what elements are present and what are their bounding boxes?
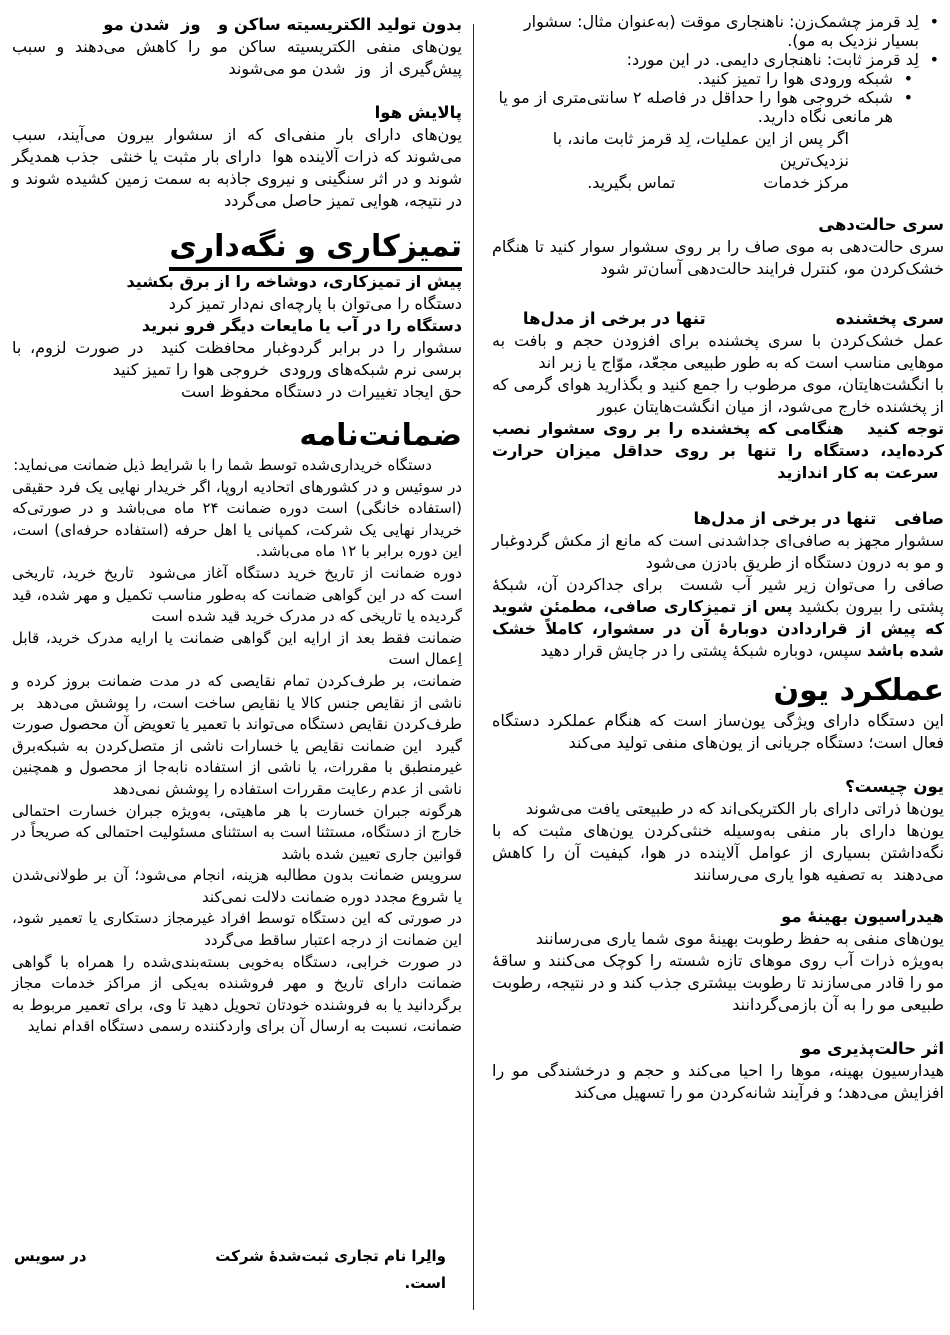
conditioning-title: اثر حالت‌پذیری مو: [800, 1039, 944, 1058]
trademark-text-right: والِرا نام تجاری ثبت‌شدۀ شرکت: [215, 1247, 446, 1265]
outlet-grille-text: شبکه خروجی هوا را حداقل در فاصله ۲ سانتی‌متری از مو یا هر مانعی نگاه دارید.: [498, 88, 893, 126]
what-is-ion-body1: یون‌ها ذراتی دارای بار الکتریکی‌اند که در طبیعتی یافت می‌شوند: [525, 799, 944, 818]
hydration-body2: به‌ویژه ذرات آب روی موهای تازه شسته را کوچک می‌کنند و ساقۀ مو را قادر می‌سازند تا رطوبت بیشتری جذب کند و در نتیجه، رطوبت طبیعی مو را به آن بازمی‌گردانند: [492, 951, 944, 1014]
antistatic-title: بدون تولید الکتریسیته ساکن و وز شدن مو: [103, 15, 462, 34]
hydration-body1: یون‌های منفی به حفظ رطوبت بهینۀ موی شما یاری می‌رسانند: [535, 929, 944, 948]
led-blinking-text: لِد قرمز چشمک‌زن: ناهنجاری موقت (به‌عنوان مثال: سشوار بسیار نزدیک به مو).: [523, 12, 919, 50]
led-steady-text: لِد قرمز ثابت: ناهنجاری دایمی. در این مورد:: [626, 50, 919, 69]
cleaning-line1: دستگاه را می‌توان با پارچه‌ای نم‌دار تمیز کرد: [168, 294, 462, 313]
warranty-paragraph: در صورت خرابی، دستگاه به‌خوبی بسته‌بندی‌شده را همراه با گواهی ضمانت دارای تاریخ و مهر فروشنده به‌یکی از مراکز خدمات مجاز برگردانید یا به فروشنده خودتان تحویل دهید تا وی، برای تعمیر مربوط به ضمانت، نسبت به ارسال آن برای واردکننده رسمی دستگاه اقدام نماید: [12, 952, 462, 1036]
service-note-line2-end: تماس بگیرید.: [587, 173, 676, 192]
led-steady-item: [492, 50, 944, 69]
what-is-ion-title: یون چیست؟: [845, 777, 944, 796]
cleaning-warning2: دستگاه را در آب یا مایعات دیگر فرو نبرید: [141, 316, 462, 335]
outlet-grille-item: [492, 88, 918, 126]
column-right: [492, 12, 944, 1104]
column-divider-line: [473, 24, 474, 1310]
filter-body2: [492, 574, 944, 662]
filter-body3-text: سپس، دوباره شبکۀ پشتی را در جایش قرار دهید: [540, 641, 862, 660]
warranty-paragraph: سرویس ضمانت بدون مطالبه هزینه، انجام می‌شود؛ آن بر طولانی‌شدن یا شروع مجدد دوره ضمانت دلالت نمی‌کند: [12, 866, 462, 906]
service-center-note: [492, 128, 849, 194]
cleaning-title: [12, 228, 462, 271]
cleaning-line2: سشوار را در برابر گردوغبار محافظت کنید در صورت لزوم، با برسی نرم شبکه‌های ورودی خروجی هوا را تمیز کنید: [12, 338, 462, 379]
ion-function-title: عملکرد یون: [773, 673, 944, 708]
trademark-text-left: در سویس: [14, 1247, 87, 1265]
service-note-line2-start: مرکز خدمات: [763, 173, 849, 192]
column-left: [12, 14, 462, 1038]
warranty-paragraph: دوره ضمانت از تاریخ خرید دستگاه آغاز می‌شود تاریخ خرید، تاریخی است که در این گواهی ضمانت که به‌طور مناسب تکمیل و مهر شده، قید گردیده یا تاریخی که در مدرک خرید قید شده است: [12, 563, 462, 626]
air-purification-body: یون‌های دارای بار منفی‌ای که از سشوار بیرون می‌آیند، سبب می‌شوند که ذرات آلاینده هوا دارای بار مثبت یا خنثی جذب همدیگر شوند و در اثر سنگینی و نیروی جاذبه به سمت زمین کشیده شوند و در نتیجه، هوایی تمیز حاصل می‌گردد: [12, 125, 462, 210]
diffuser-title: [492, 308, 944, 330]
filter-title-note: تنها در برخی از مدل‌ها: [693, 509, 877, 528]
inlet-grille-item: [492, 69, 918, 88]
filter-title: [492, 508, 944, 530]
diffuser-body1: عمل خشک‌کردن با سری پخشنده برای افزودن حجم و بافت به موهایی مناسب است که به طور طبیعی مجعّد، موّاج یا زبر اند: [492, 331, 944, 372]
ion-intro: این دستگاه دارای ویژگی یون‌ساز است که هنگام عملکرد دستگاه فعال است؛ دستگاه جریانی از یون‌های منفی تولید می‌کند: [492, 711, 944, 752]
trademark-line2: است.: [404, 1274, 446, 1292]
air-purification-title: پالایش هوا: [374, 103, 462, 122]
styling-nozzle-title: سری حالت‌دهی: [818, 215, 944, 234]
led-blinking-item: [492, 12, 944, 50]
warranty-paragraph: ضمانت، بر طرف‌کردن تمام نقایصی که در مدت ضمانت بروز کرده و ناشی از نقایص جنس کالا یا نقایص ساخت است، را پوشش می‌دهد بر طرف‌کردن نقایص دستگاه می‌تواند با تعمیر یا تعویض آن محصول صورت گیرد این ضمانت نقایص یا خسارات ناشی از متصل‌کردن به شبکه‌برق غیرمنطبق با مقررات، یا ناشی از استفاده نابه‌جا از محصول و همچنین ناشی از عدم رعایت مقررات استفاده را پوشش نمی‌دهد: [12, 671, 462, 798]
warranty-paragraph: در صورتی که این دستگاه توسط افراد غیرمجاز دستکاری یا تعمیر شود، این ضمانت از درجه اعتبار ساقط می‌گردد: [12, 909, 462, 950]
service-note-line1: اگر پس از این عملیات، لِد قرمز ثابت ماند، با نزدیک‌ترین: [552, 129, 849, 170]
diffuser-title-note: تنها در برخی از مدل‌ها: [522, 309, 706, 328]
warranty-p1-text: دستگاه خریداری‌شده توسط شما را با شرایط ذیل ضمانت می‌نماید:: [13, 456, 432, 474]
conditioning-body: هیدارسیون بهینه، موها را احیا می‌کند و حجم و درخشندگی مو را افزایش می‌دهد؛ و فرآیند شانه‌کردن مو را تسهیل می‌کند: [492, 1061, 944, 1102]
warranty-title: ضمانت‌نامه: [299, 418, 462, 453]
cleaning-title-text: تمیزکاری و نگه‌داری: [169, 228, 462, 271]
diffuser-title-text: سری پخشنده: [835, 309, 944, 328]
trademark-line1: [14, 1243, 446, 1270]
warranty-paragraph: هرگونه جبران خسارت با هر ماهیتی، به‌ویژه جبران خسارت احتمالی خارج از دستگاه، مستثنا است به استثنای مسئولیت احتمالی که صریحاً در قوانین جاری تعیین شده باشد: [12, 801, 462, 863]
inlet-grille-text: شبکه ورودی هوا را تمیز کنید.: [697, 69, 893, 88]
warranty-paragraph: ضمانت فقط بعد از ارایه این گواهی ضمانت یا ارایه مدرک خرید، قابل اِعمال است: [12, 628, 462, 669]
filter-title-text: صافی: [894, 509, 944, 528]
trademark-footer: [14, 1243, 446, 1297]
diffuser-body2: با انگشت‌هایتان، موی مرطوب را جمع کنید و بگذارید هوای گرمی که از پخشنده خارج می‌شود، از میان انگشت‌هایتان عبور: [492, 375, 944, 416]
hydration-title: هیدراسیون بهینۀ مو: [781, 907, 944, 926]
warranty-paragraph: [12, 455, 462, 477]
cleaning-warning1: پیش از تمیزکاری، دوشاخه را از برق بکشید: [126, 272, 462, 291]
filter-body2-text: صافی را می‌توان زیر شیر آب شست برای جداکردن آن، شبکۀ پشتی را بیرون بکشید: [492, 575, 945, 616]
cleaning-line3: حق ایجاد تغییرات در دستگاه محفوظ است: [180, 382, 462, 401]
styling-nozzle-body: سری حالت‌دهی به موی صاف را بر روی سشوار سوار کنید تا هنگام خشک‌کردن مو، کنترل فرایند حالت‌دهی آسان‌تر شود: [492, 237, 944, 278]
service-note-line2: [492, 172, 849, 194]
warranty-paragraph: در سوئیس و در کشورهای اتحادیه اروپا، اگر خریدار نهایی یک فرد حقیقی (استفاده خانگی) است دوره ضمانت ۲۴ ماه می‌باشد و در صورتی‌که خریدار نهایی یک شرکت، کمپانی یا اهل حرفه (استفاده حرفه‌ای) است، این دوره برابر با ۱۲ ماه می‌باشد.: [12, 477, 462, 561]
filter-body1: سشوار مجهز به صافی‌ای جداشدنی است که مانع از مکش گردوغبار و مو به درون دستگاه از طریق بادزن می‌شود: [492, 531, 944, 572]
diffuser-warning: توجه کنید هنگامی که پخشنده را بر روی سشوار نصب کرده‌اید، دستگاه را تنها بر روی حداقل میزان حرارت سرعت به کار اندازید: [492, 419, 944, 482]
filter-warning: پس از تمیزکاری صافی، مطمئن شوید که پیش از قراردادن دوبارۀ آن در سشوار، کاملاً خشک شده باشد: [492, 597, 944, 660]
what-is-ion-body2: یون‌ها دارای بار منفی به‌وسیله خنثی‌کردن یون‌های مثبت که با نگه‌داشتن بسیاری از عوامل آلاینده در هوا، کیفیت آن را کاهش می‌دهند به تصفیه هوا یاری می‌رسانند: [492, 821, 944, 884]
antistatic-body: یون‌های منفی الکتریسیته ساکن مو را کاهش می‌دهند و سبب پیش‌گیری از وز شدن مو می‌شوند: [12, 37, 462, 78]
